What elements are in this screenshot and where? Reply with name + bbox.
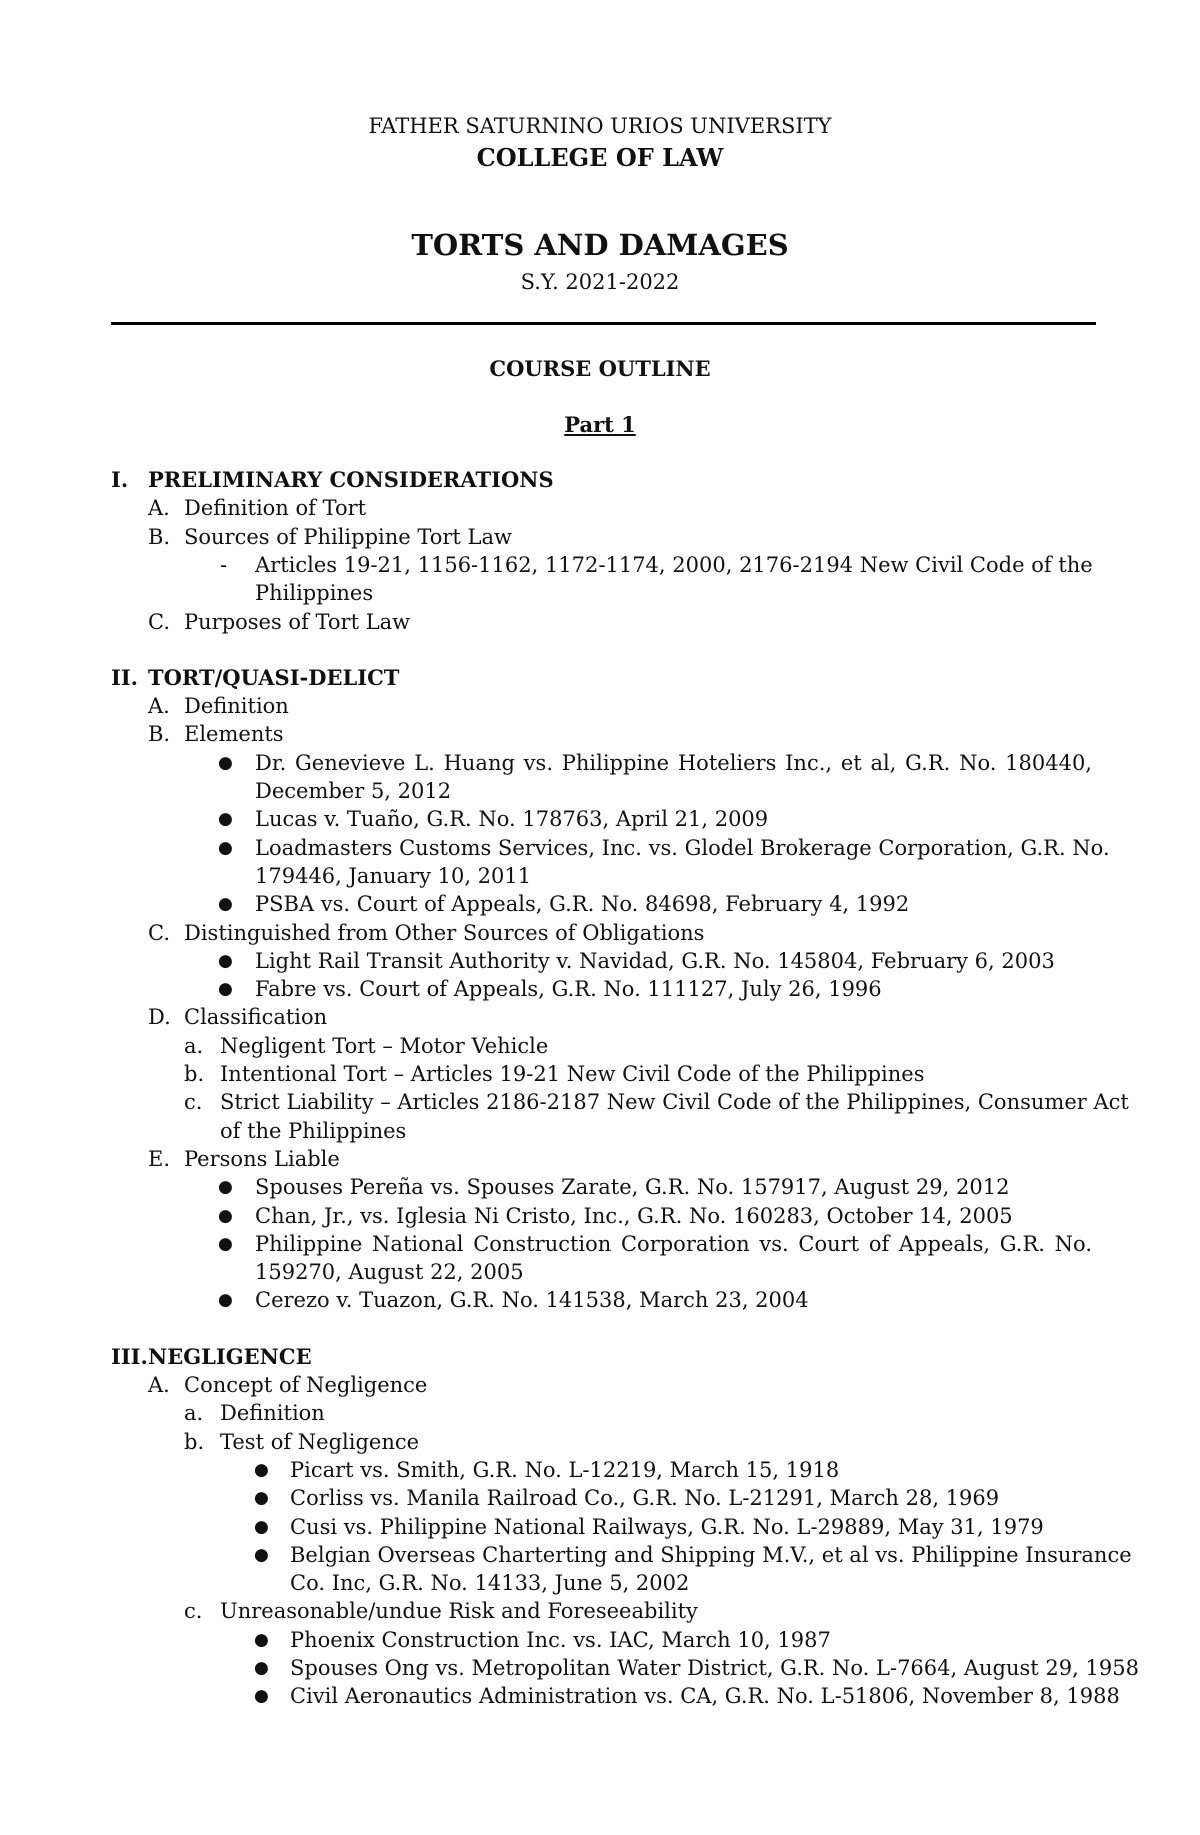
outline-item-text: Loadmasters Customs Services, Inc. vs. Glodel Brokerage Corporation, G.R. No. — [255, 835, 1110, 860]
outline-marker: A. — [148, 1373, 170, 1397]
outline-marker: B. — [148, 524, 171, 549]
outline-item-text: Strict Liability – Articles 2186-2187 New Civil Code of the Philippines, Consumer Act — [220, 1090, 1129, 1115]
outline-item-text: Belgian Overseas Charterting and Shipping M.V., et al vs. Philippine Insurance — [290, 1542, 1132, 1567]
bullet-icon: ● — [254, 1658, 269, 1678]
university-name: FATHER SATURNINO URIOS UNIVERSITY — [368, 114, 832, 138]
outline-item-text: NEGLIGENCE — [148, 1343, 312, 1369]
outline-item-text: 159270, August 22, 2005 — [255, 1260, 524, 1285]
outline-marker: c. — [184, 1090, 203, 1115]
bullet-icon: ● — [218, 1233, 233, 1254]
outline-marker: - — [220, 552, 228, 577]
outline-marker: a. — [184, 1033, 204, 1058]
outline-item-text: Civil Aeronautics Administration vs. CA, G.R. No. L-51806, November 8, 1988 — [290, 1684, 1120, 1709]
outline-marker: a. — [184, 1401, 204, 1426]
outline-item-text: Definition — [220, 1401, 325, 1426]
school-year: S.Y. 2021-2022 — [520, 270, 680, 294]
outline-marker: E. — [148, 1146, 171, 1171]
part-label: Part 1 — [564, 412, 636, 437]
bullet-icon: ● — [218, 894, 233, 915]
outline-marker: A. — [148, 694, 170, 719]
outline-item-text: Philippine National Construction Corporation vs. Court of Appeals, G.R. No. — [255, 1231, 1092, 1256]
outline-item-text: Concept of Negligence — [184, 1373, 428, 1397]
outline-item-text: Corliss vs. Manila Railroad Co., G.R. No. L-21291, March 28, 1969 — [290, 1486, 1000, 1511]
outline-item-text: Cerezo v. Tuazon, G.R. No. 141538, March 23, 2004 — [255, 1288, 809, 1313]
bullet-icon: ● — [254, 1488, 269, 1509]
outline-item-text: TORT/QUASI-DELICT — [148, 664, 400, 690]
outline-marker: II. — [111, 664, 138, 690]
outline-marker: b. — [184, 1062, 205, 1086]
outline-item-text: Spouses Ong vs. Metropolitan Water District, G.R. No. L-7664, August 29, 1958 — [290, 1656, 1139, 1680]
outline-item-text: Philippines — [255, 581, 374, 606]
outline-marker: III. — [111, 1343, 148, 1369]
outline-item-text: December 5, 2012 — [255, 779, 452, 803]
college-name: COLLEGE OF LAW — [476, 143, 724, 172]
bullet-icon: ● — [218, 752, 233, 773]
outline-item-text: Light Rail Transit Authority v. Navidad, G.R. No. 145804, February 6, 2003 — [255, 948, 1055, 973]
outline-item-text: Definition — [184, 694, 289, 719]
bullet-icon: ● — [218, 1290, 233, 1311]
outline-item-text: Classification — [184, 1005, 328, 1030]
header-divider — [111, 322, 1096, 325]
bullet-icon: ● — [218, 950, 233, 971]
course-title: TORTS AND DAMAGES — [411, 228, 789, 262]
bullet-icon: ● — [218, 979, 233, 1000]
outline-item-text: Spouses Pereña vs. Spouses Zarate, G.R. No. 157917, August 29, 2012 — [255, 1175, 1010, 1200]
outline-item-text: Lucas v. Tuaño, G.R. No. 178763, April 21, 2009 — [255, 807, 769, 832]
outline-marker: D. — [148, 1005, 171, 1030]
bullet-icon: ● — [254, 1686, 269, 1707]
bullet-icon: ● — [254, 1459, 269, 1480]
outline-item-text: Intentional Tort – Articles 19-21 New Civil Code of the Philippines — [220, 1062, 925, 1086]
outline-item-text: Negligent Tort – Motor Vehicle — [220, 1033, 549, 1058]
bullet-icon: ● — [254, 1516, 269, 1537]
outline-marker: c. — [184, 1599, 203, 1624]
outline-marker: b. — [184, 1429, 205, 1454]
outline-item-text: Co. Inc, G.R. No. 14133, June 5, 2002 — [290, 1571, 690, 1596]
outline-item-text: PSBA vs. Court of Appeals, G.R. No. 84698, February 4, 1992 — [255, 892, 910, 917]
outline-heading: COURSE OUTLINE — [489, 356, 711, 381]
outline-marker: I. — [111, 467, 129, 492]
bullet-icon: ● — [218, 1205, 233, 1226]
outline-marker: C. — [148, 920, 170, 945]
outline-marker: B. — [148, 722, 171, 747]
outline-marker: C. — [148, 609, 170, 634]
outline-item-text: of the Philippines — [220, 1118, 407, 1143]
bullet-icon: ● — [218, 1177, 233, 1198]
bullet-icon: ● — [254, 1629, 269, 1650]
outline-item-text: PRELIMINARY CONSIDERATIONS — [148, 467, 554, 492]
bullet-icon: ● — [254, 1544, 269, 1565]
outline-item-text: Elements — [184, 722, 284, 747]
outline-item-text: Persons Liable — [184, 1146, 340, 1171]
outline-item-text: Chan, Jr., vs. Iglesia Ni Cristo, Inc., G.R. No. 160283, October 14, 2005 — [255, 1203, 1013, 1228]
outline-item-text: Purposes of Tort Law — [184, 609, 411, 634]
outline-item-text: 179446, January 10, 2011 — [255, 863, 532, 888]
outline-item-text: Cusi vs. Philippine National Railways, G.R. No. L-29889, May 31, 1979 — [290, 1514, 1044, 1539]
outline-item-text: Picart vs. Smith, G.R. No. L-12219, March 15, 1918 — [290, 1457, 840, 1482]
outline-item-text: Dr. Genevieve L. Huang vs. Philippine Hoteliers Inc., et al, G.R. No. 180440, — [255, 750, 1092, 775]
outline-item-text: Test of Negligence — [220, 1429, 420, 1454]
outline-item-text: Phoenix Construction Inc. vs. IAC, March 10, 1987 — [290, 1627, 831, 1652]
outline-item-text: Definition of Tort — [184, 496, 367, 521]
outline-item-text: Fabre vs. Court of Appeals, G.R. No. 111127, July 26, 1996 — [255, 977, 882, 1002]
bullet-icon: ● — [218, 837, 233, 858]
outline-item-text: Unreasonable/undue Risk and Foreseeability — [220, 1599, 698, 1624]
outline-item-text: Distinguished from Other Sources of Obligations — [184, 920, 705, 945]
outline-marker: A. — [148, 496, 170, 521]
bullet-icon: ● — [218, 809, 233, 830]
outline-item-text: Sources of Philippine Tort Law — [184, 524, 512, 549]
outline-item-text: Articles 19-21, 1156-1162, 1172-1174, 2000, 2176-2194 New Civil Code of the — [255, 552, 1093, 577]
